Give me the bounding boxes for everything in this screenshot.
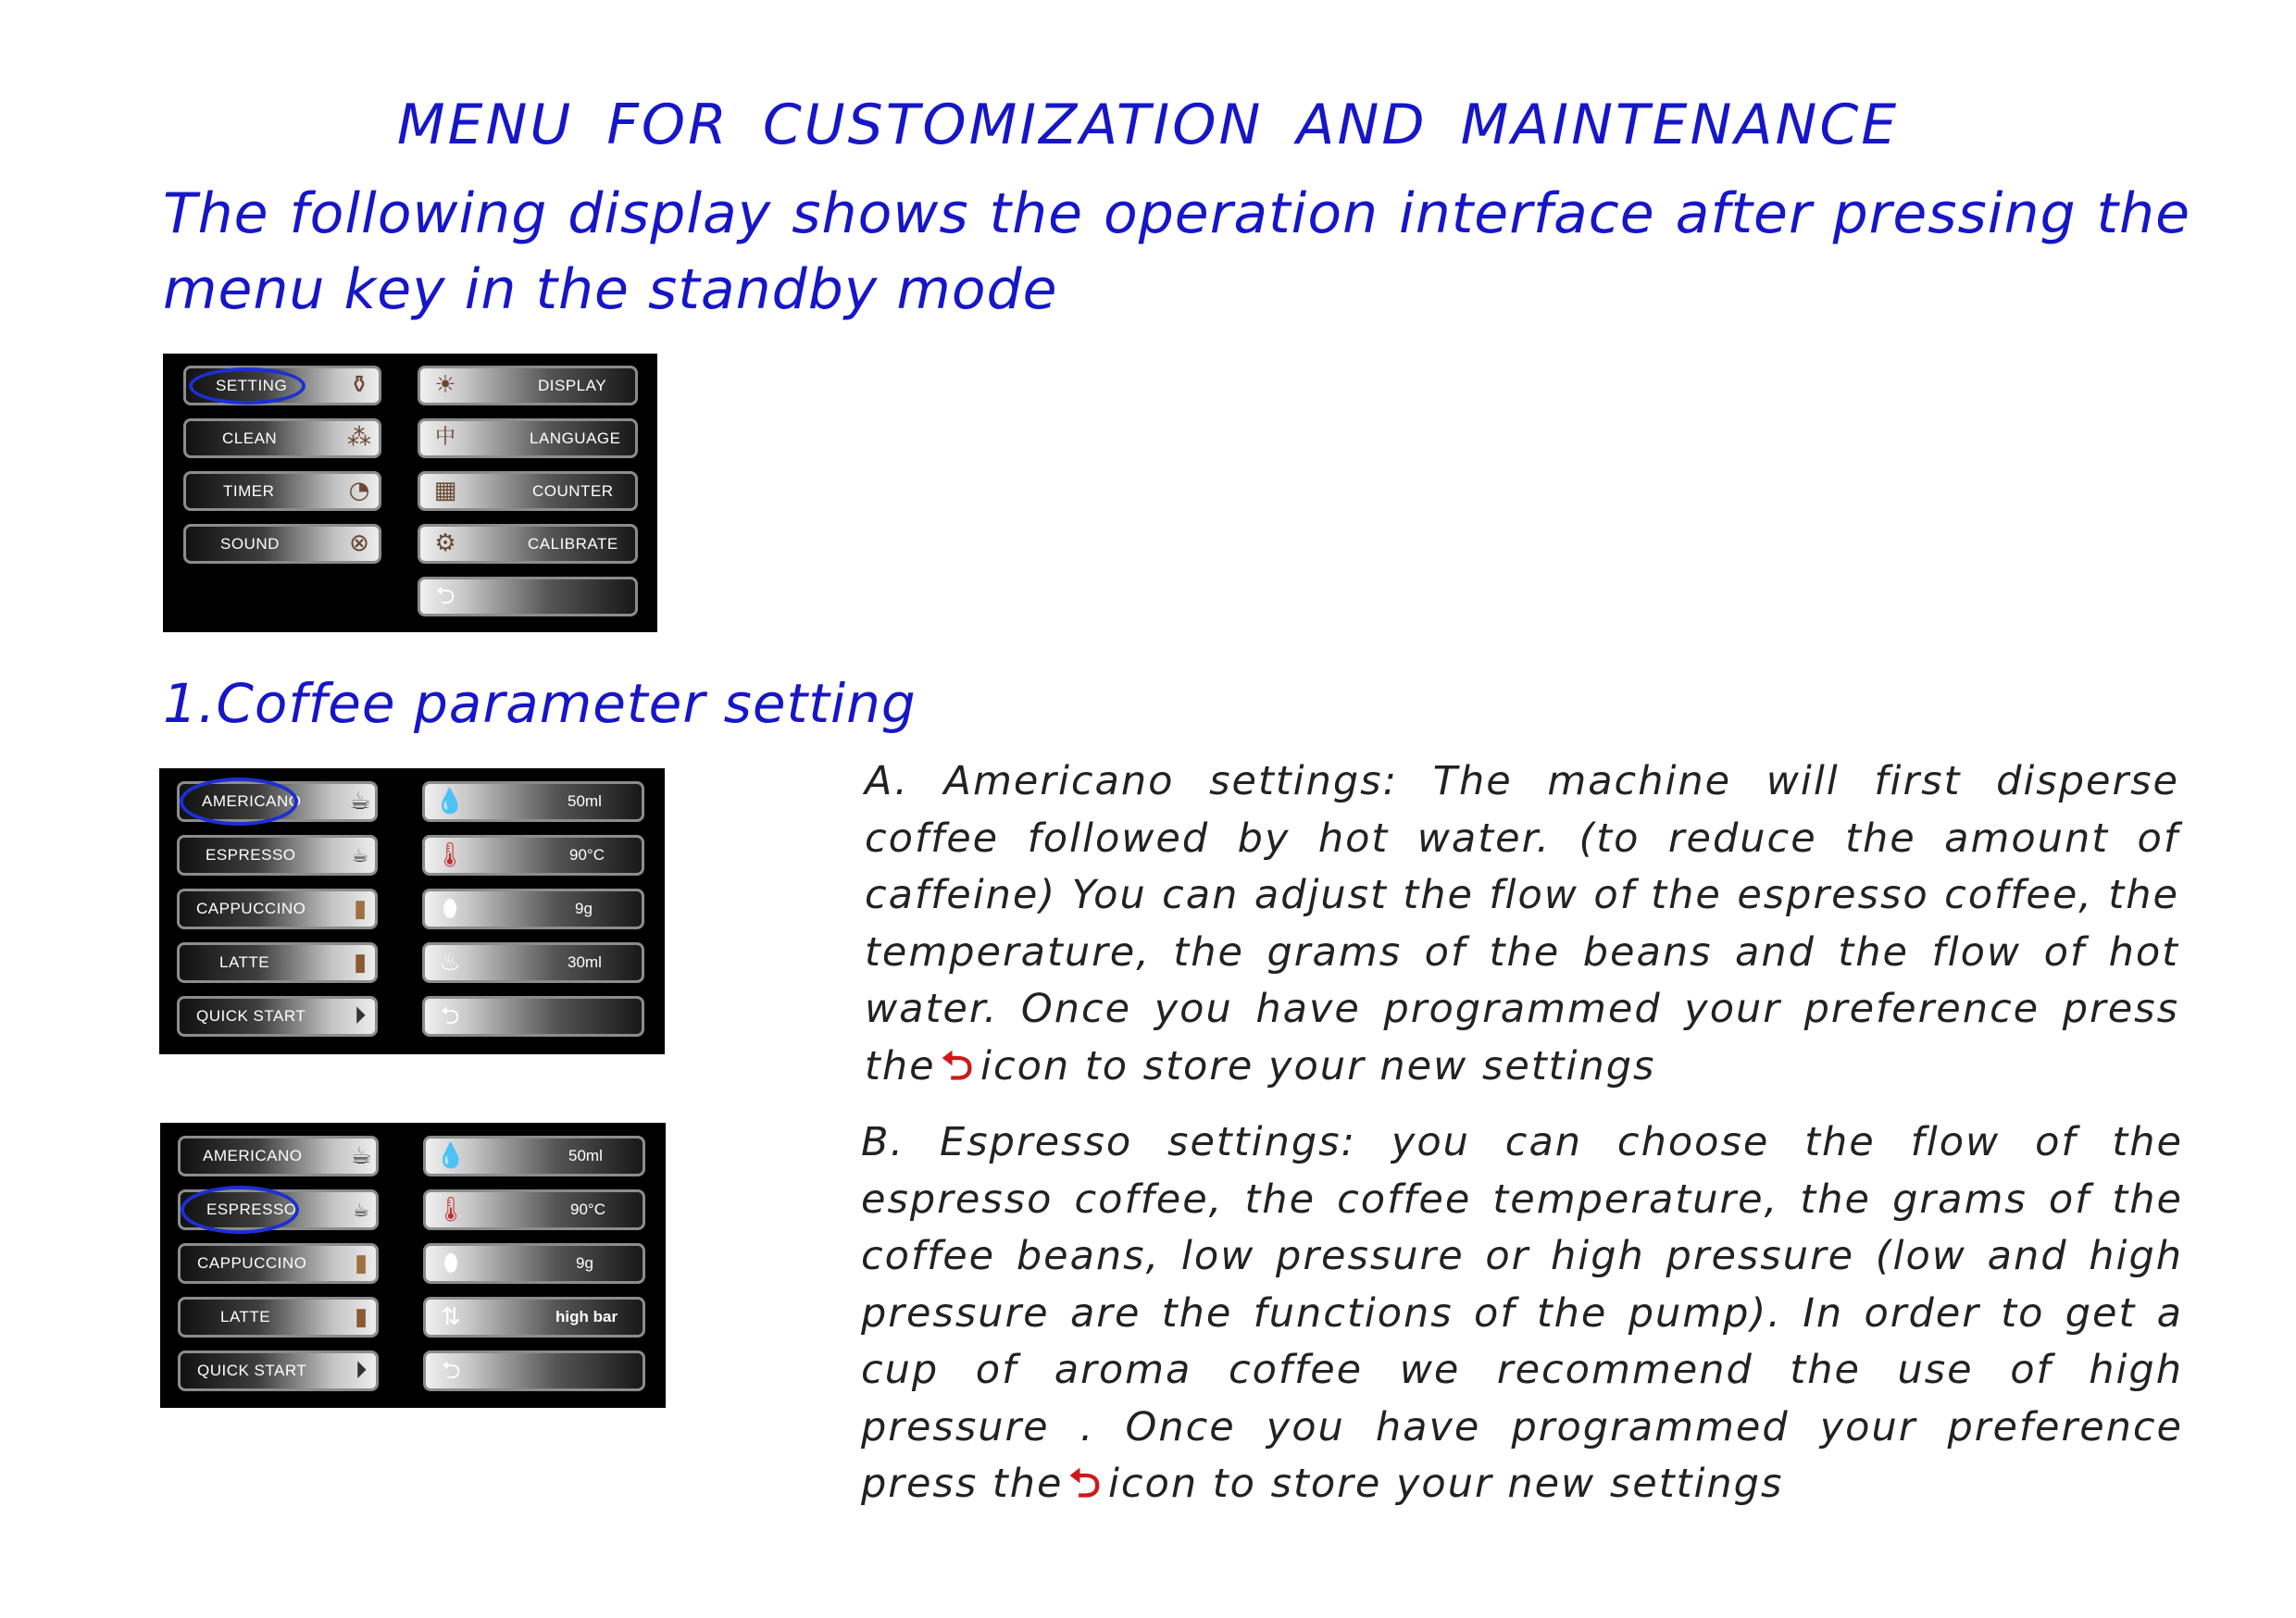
espresso-back-button[interactable] bbox=[423, 1350, 645, 1391]
return-icon: ⮌ bbox=[1068, 1461, 1103, 1507]
espresso-button[interactable]: ESPRESSO ☕ bbox=[178, 1189, 379, 1230]
coffee-flow-button[interactable]: 💧 50ml bbox=[423, 1136, 645, 1176]
intro-text: The following display shows the operation interface after pressing the menu key in the standby mode bbox=[163, 181, 2190, 322]
counter-icon: ▦ bbox=[433, 477, 457, 504]
selection-highlight bbox=[189, 367, 306, 404]
cappuccino-glass-icon: ▮ bbox=[354, 1250, 368, 1277]
menu-timer-button[interactable]: TIMER ◔ bbox=[183, 471, 381, 511]
brightness-icon: ☀ bbox=[434, 371, 456, 399]
americano-settings-text: A. Americano settings: The machine will first disperse coffee followed by hot water. (to reduce the amount of caffeine) You can adjust the flow of the espresso coffee, the temperature, the grams of the beans and the flow of hot water. Once you have programmed your preference press the ⮌ icon to store your new settings bbox=[865, 758, 2179, 1089]
coffee-bean-icon: ⬮ bbox=[442, 895, 458, 923]
americano-button[interactable]: AMERICANO ☕ bbox=[177, 781, 378, 822]
temperature-button[interactable]: 🌡 90°C bbox=[423, 1189, 645, 1230]
americano-back-button[interactable] bbox=[422, 996, 644, 1037]
menu-back-button[interactable] bbox=[418, 577, 638, 616]
latte-button[interactable]: LATTE ▮ bbox=[177, 942, 378, 983]
americano-button[interactable]: AMERICANO ☕ bbox=[178, 1136, 379, 1176]
section-title: 1.Coffee parameter setting bbox=[163, 672, 917, 735]
hot-water-button[interactable]: ♨ 30ml bbox=[422, 942, 644, 983]
return-icon: ⮌ bbox=[435, 582, 455, 610]
return-icon: ⮌ bbox=[441, 1357, 461, 1385]
return-icon: ⮌ bbox=[941, 1042, 976, 1089]
espresso-cup-icon: ☕ bbox=[352, 844, 368, 866]
hot-water-icon: ♨ bbox=[439, 949, 461, 977]
americano-screen bbox=[159, 768, 665, 1054]
play-icon: ⏵ bbox=[354, 1002, 367, 1030]
play-icon: ⏵ bbox=[355, 1357, 368, 1385]
latte-button[interactable]: LATTE ▮ bbox=[178, 1297, 379, 1338]
selection-highlight bbox=[181, 1186, 299, 1234]
thermometer-icon: 🌡 bbox=[435, 1196, 467, 1224]
pressure-icon: ⇅ bbox=[441, 1303, 461, 1331]
latte-glass-icon: ▮ bbox=[353, 949, 368, 977]
beans-tamper-icon: ⚱ bbox=[349, 371, 369, 399]
cappuccino-button[interactable]: CAPPUCCINO ▮ bbox=[177, 889, 378, 929]
clock-icon: ◔ bbox=[348, 477, 370, 504]
return-icon: ⮌ bbox=[440, 1002, 460, 1030]
water-drop-icon: 💧 bbox=[434, 788, 466, 815]
menu-calibrate-button[interactable]: ⚙ CALIBRATE bbox=[418, 524, 638, 564]
menu-language-button[interactable]: 中 LANGUAGE bbox=[418, 418, 638, 458]
menu-screen bbox=[163, 354, 657, 632]
selection-highlight bbox=[180, 778, 298, 826]
quick-start-button[interactable]: QUICK START ⏵ bbox=[177, 996, 378, 1037]
menu-clean-button[interactable]: CLEAN ⁂ bbox=[183, 418, 381, 458]
menu-display-button[interactable]: ☀ DISPLAY bbox=[418, 366, 638, 405]
gear-icon: ⚙ bbox=[434, 529, 456, 557]
espresso-cup-icon: ☕ bbox=[353, 1199, 369, 1221]
water-drop-icon: 💧 bbox=[435, 1142, 467, 1170]
chinese-char-icon: 中 bbox=[434, 426, 455, 449]
pressure-button[interactable]: ⇅ high bar bbox=[423, 1297, 645, 1338]
cappuccino-button[interactable]: CAPPUCCINO ▮ bbox=[178, 1243, 379, 1284]
bean-grams-button[interactable]: ⬮ 9g bbox=[422, 889, 644, 929]
quick-start-button[interactable]: QUICK START ⏵ bbox=[178, 1350, 379, 1391]
page-title: MENU FOR CUSTOMIZATION AND MAINTENANCE bbox=[396, 93, 1900, 157]
coffee-flow-button[interactable]: 💧 50ml bbox=[422, 781, 644, 822]
temperature-button[interactable]: 🌡 90°C bbox=[422, 835, 644, 876]
coffee-bean-icon: ⬮ bbox=[443, 1250, 459, 1277]
mute-icon: ⊗ bbox=[349, 529, 369, 557]
espresso-screen bbox=[160, 1123, 666, 1408]
bean-grams-button[interactable]: ⬮ 9g bbox=[423, 1243, 645, 1284]
menu-sound-button[interactable]: SOUND ⊗ bbox=[183, 524, 381, 564]
menu-counter-button[interactable]: ▦ COUNTER bbox=[418, 471, 638, 511]
menu-setting-button[interactable]: SETTING ⚱ bbox=[183, 366, 381, 405]
americano-cup-icon: ☕ bbox=[350, 1142, 372, 1170]
espresso-button[interactable]: ESPRESSO ☕ bbox=[177, 835, 378, 876]
espresso-settings-text: B. Espresso settings: you can choose the flow of the espresso coffee, the coffee temperature, the grams of the coffee beans, low pressure or high pressure (low and high pressure are the functions of the pump). In order to get a cup of aroma coffee we recommend the use of high pressure . Once you have programmed your preference press the ⮌ icon to store your new settings bbox=[861, 1119, 2183, 1507]
clean-icon: ⁂ bbox=[347, 424, 371, 452]
americano-cup-icon: ☕ bbox=[349, 788, 371, 815]
thermometer-icon: 🌡 bbox=[434, 841, 466, 869]
latte-glass-icon: ▮ bbox=[354, 1303, 368, 1331]
cappuccino-glass-icon: ▮ bbox=[353, 895, 368, 923]
